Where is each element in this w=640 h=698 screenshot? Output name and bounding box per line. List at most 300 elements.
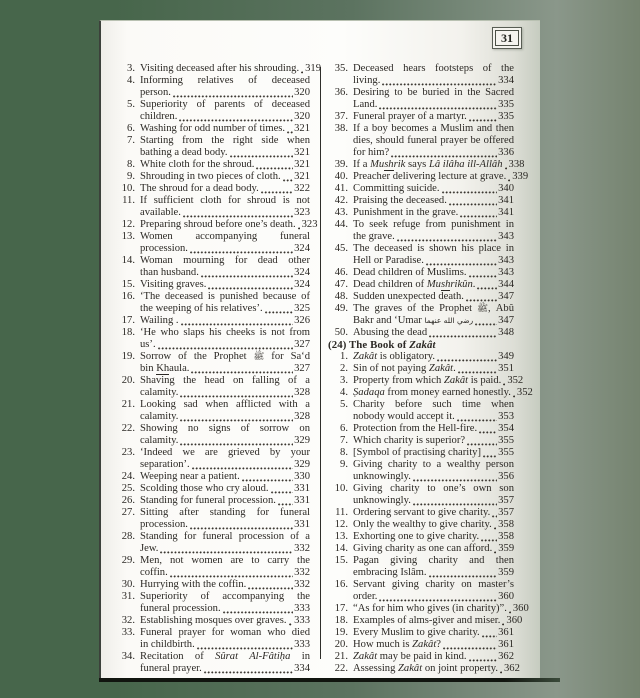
toc-entry xyxy=(328,651,514,663)
toc-entry xyxy=(115,483,310,495)
entry-text: Deceased hears footsteps of the xyxy=(353,63,514,74)
entry-text: Praising the deceased. xyxy=(353,195,447,206)
entry-page-number: 323 xyxy=(301,219,318,230)
dot-leader xyxy=(278,503,293,506)
dot-leader xyxy=(467,443,497,446)
dot-leader xyxy=(426,263,497,266)
entry-text: ‘The deceased is punished because of xyxy=(140,291,310,302)
entry-text: Hurrying with the coffin. xyxy=(140,579,247,590)
entry-page-number: 358 xyxy=(498,519,514,530)
entry-page-number: 321 xyxy=(294,171,310,182)
entry-text: Zakât may be paid in kind. xyxy=(353,651,467,662)
entry-text: White cloth for the shroud. xyxy=(140,159,255,170)
entry-page-number: 332 xyxy=(294,543,310,554)
entry-number: 23. xyxy=(121,447,135,458)
entry-text: “As for him who gives (in charity)”. xyxy=(353,603,507,614)
toc-entry xyxy=(115,471,310,483)
toc-entry xyxy=(115,423,310,447)
entry-text: Standing for funeral procession of a xyxy=(140,531,310,542)
entry-text: Sudden unexpected death. xyxy=(353,291,464,302)
toc-entry xyxy=(328,603,529,615)
entry-number: 34. xyxy=(121,651,135,662)
entry-page-number: 324 xyxy=(294,267,310,278)
toc-entry xyxy=(115,591,310,615)
entry-text: Informing relatives of deceased xyxy=(140,75,310,86)
entry-number: 48. xyxy=(334,291,348,302)
entry-number: 21. xyxy=(121,399,135,410)
toc-entry xyxy=(328,279,514,291)
entry-page-number: 322 xyxy=(294,183,310,194)
entry-number: 6. xyxy=(340,423,348,434)
entry-number: 49. xyxy=(334,303,348,314)
entry-text: Hell or Paradise. xyxy=(353,255,424,266)
dot-leader xyxy=(230,155,294,158)
dot-leader xyxy=(301,71,304,74)
entry-page-number: 341 xyxy=(498,207,514,218)
dot-leader xyxy=(508,179,511,182)
entry-text: Weeping near a patient. xyxy=(140,471,240,482)
toc-entry xyxy=(328,219,514,243)
dot-leader xyxy=(458,371,497,374)
entry-page-number: 335 xyxy=(498,99,514,110)
toc-entry xyxy=(328,615,523,627)
toc-entry xyxy=(115,231,310,255)
entry-page-number: 332 xyxy=(294,567,310,578)
dot-leader xyxy=(509,611,512,614)
entry-number: 47. xyxy=(334,279,348,290)
entry-number: 46. xyxy=(334,267,348,278)
toc-entry xyxy=(328,531,514,543)
toc-entry xyxy=(115,327,310,351)
entry-text: Servant giving charity on master’s xyxy=(353,579,514,590)
toc-entry xyxy=(115,195,310,219)
toc-entry xyxy=(115,123,310,135)
dot-leader xyxy=(289,623,294,626)
dot-leader xyxy=(181,323,294,326)
dot-leader xyxy=(469,119,497,122)
entry-page-number: 334 xyxy=(498,75,514,86)
entry-text: Scolding those who cry aloud. xyxy=(140,483,269,494)
entry-number: 38. xyxy=(334,123,348,134)
entry-text: Abusing the dead xyxy=(353,327,428,338)
entry-text: Superiority of accompanying the xyxy=(140,591,310,602)
toc-entry xyxy=(328,351,514,363)
dot-leader xyxy=(170,575,293,578)
entry-text: Pagan giving charity and then xyxy=(353,555,514,566)
entry-page-number: 336 xyxy=(498,147,514,158)
entry-text: If a Mushrik says Lâ ilâha ill-Allâh xyxy=(353,159,503,170)
entry-number: 17. xyxy=(334,603,348,614)
toc-entry xyxy=(115,555,310,579)
dot-leader xyxy=(223,611,294,614)
toc-entry xyxy=(328,87,514,111)
entry-number: 21. xyxy=(334,651,348,662)
entry-text: for him? xyxy=(353,147,390,158)
entry-page-number: 361 xyxy=(498,639,514,650)
toc-entry xyxy=(328,399,514,423)
entry-page-number: 360 xyxy=(498,591,514,602)
entry-page-number: 321 xyxy=(294,159,310,170)
toc-entry xyxy=(328,459,514,483)
entry-text: order. xyxy=(353,591,378,602)
entry-number: 15. xyxy=(121,279,135,290)
entry-page-number: 330 xyxy=(294,471,310,482)
toc-entry xyxy=(328,159,525,171)
entry-text: Zakât is obligatory. xyxy=(353,351,436,362)
entry-page-number: 339 xyxy=(512,171,529,182)
dot-leader xyxy=(183,215,293,218)
dot-leader xyxy=(483,455,497,458)
entry-text: Superiority of parents of deceased xyxy=(140,99,310,110)
entry-text: the grave. xyxy=(353,231,395,242)
dot-leader xyxy=(382,83,497,86)
entry-text: Sitting after standing for funeral xyxy=(140,507,310,518)
toc-entry xyxy=(115,507,310,531)
entry-text: in childbirth. xyxy=(140,639,195,650)
toc-entry xyxy=(328,327,514,339)
toc-entry xyxy=(328,171,529,183)
dot-leader xyxy=(442,191,498,194)
prophet-salutation-symbol: ﷺ xyxy=(477,304,489,314)
entry-text: dies, should funeral prayer be offered xyxy=(353,135,514,146)
toc-entry xyxy=(115,375,310,399)
entry-number: 18. xyxy=(334,615,348,626)
toc-entry xyxy=(328,363,514,375)
toc-entry xyxy=(328,555,514,579)
entry-page-number: 328 xyxy=(294,411,310,422)
entry-page-number: 356 xyxy=(498,471,514,482)
dot-leader xyxy=(248,587,293,590)
dot-leader xyxy=(379,107,497,110)
toc-entry xyxy=(328,207,514,219)
entry-text: Giving charity to one’s own son xyxy=(353,483,514,494)
toc-columns xyxy=(115,63,533,675)
entry-number: 11. xyxy=(122,195,135,206)
entry-text: Punishment in the grave. xyxy=(353,207,459,218)
toc-entry xyxy=(115,291,310,315)
entry-text: coffin. xyxy=(140,567,168,578)
toc-entry xyxy=(115,615,310,627)
entry-text: Charity before such time when xyxy=(353,399,514,410)
entry-page-number: 351 xyxy=(498,363,514,374)
toc-entry xyxy=(115,159,310,171)
entry-number: 40. xyxy=(334,171,348,182)
entry-number: 22. xyxy=(334,663,348,674)
entry-text: procession. xyxy=(140,519,188,530)
entry-text: calamity. xyxy=(140,387,179,398)
dot-leader xyxy=(197,647,293,650)
entry-text: Jew. xyxy=(140,543,159,554)
entry-number: 18. xyxy=(121,327,135,338)
entry-text: Establishing mosques over graves. xyxy=(140,615,287,626)
dot-leader xyxy=(256,167,293,170)
entry-number: 19. xyxy=(121,351,135,362)
toc-entry xyxy=(328,195,514,207)
toc-entry xyxy=(328,303,514,327)
entry-page-number: 354 xyxy=(498,423,514,434)
dot-leader xyxy=(173,95,293,98)
entry-page-number: 324 xyxy=(294,279,310,290)
toc-entry xyxy=(115,399,310,423)
toc-entry xyxy=(328,387,533,399)
toc-entry xyxy=(328,423,514,435)
toc-entry xyxy=(328,579,514,603)
toc-entry xyxy=(115,219,318,231)
dot-leader xyxy=(391,155,497,158)
entry-text: nobody would accept it. xyxy=(353,411,455,422)
dot-leader xyxy=(429,575,498,578)
dot-leader xyxy=(443,647,497,650)
entry-page-number: 359 xyxy=(498,543,515,554)
toc-entry xyxy=(328,267,514,279)
entry-page-number: 352 xyxy=(516,387,533,398)
entry-text: Protection from the Hell-fire. xyxy=(353,423,478,434)
page-number: 31 xyxy=(495,30,519,46)
dot-leader xyxy=(413,479,497,482)
dot-leader xyxy=(492,515,497,518)
page-number-box xyxy=(492,27,522,49)
entry-text: Shaving the head on falling of a xyxy=(140,375,310,386)
entry-text: [Symbol of practising charity] xyxy=(353,447,481,458)
entry-page-number: 325 xyxy=(294,303,310,314)
entry-page-number: 360 xyxy=(512,603,529,614)
entry-text: If sufficient cloth for shroud is not xyxy=(140,195,310,206)
entry-number: 35. xyxy=(334,63,348,74)
dot-leader xyxy=(477,287,497,290)
entry-text: Visiting graves. xyxy=(140,279,207,290)
entry-number: 9. xyxy=(340,459,348,470)
entry-page-number: 320 xyxy=(294,87,310,98)
entry-number: 7. xyxy=(127,135,135,146)
entry-text: Only the wealthy to give charity. xyxy=(353,519,492,530)
entry-number: 31. xyxy=(121,591,135,602)
entry-page-number: 355 xyxy=(498,435,514,446)
entry-page-number: 332 xyxy=(294,579,310,590)
dot-leader xyxy=(180,419,293,422)
entry-text: The graves of the Prophet ﷺ, Abû xyxy=(353,303,514,314)
dot-leader xyxy=(469,275,498,278)
entry-text: Desiring to be buried in the Sacred xyxy=(353,87,514,98)
entry-text: bin Khaula. xyxy=(140,363,190,374)
entry-number: 36. xyxy=(334,87,348,98)
entry-page-number: 341 xyxy=(498,195,514,206)
dot-leader xyxy=(513,395,516,398)
dot-leader xyxy=(191,371,293,374)
entry-number: 27. xyxy=(121,507,135,518)
dot-leader xyxy=(208,287,293,290)
entry-number: 5. xyxy=(127,99,135,110)
dot-leader xyxy=(265,311,293,314)
entry-number: 37. xyxy=(334,111,348,122)
entry-number: 2. xyxy=(340,363,348,374)
entry-page-number: 347 xyxy=(498,315,514,326)
entry-text: ‘Indeed we are grieved by your xyxy=(140,447,310,458)
entry-number: 16. xyxy=(121,291,135,302)
entry-number: 42. xyxy=(334,195,348,206)
entry-number: 24. xyxy=(121,471,135,482)
entry-text: The shroud for a dead body. xyxy=(140,183,259,194)
entry-text: The deceased is shown his place in xyxy=(353,243,514,254)
entry-text: Property from which Zakât is paid. xyxy=(353,375,502,386)
entry-page-number: 331 xyxy=(294,495,310,506)
entry-text: Washing for odd number of times. xyxy=(140,123,286,134)
toc-entry xyxy=(328,519,514,531)
entry-page-number: 338 xyxy=(508,159,525,170)
entry-text: Women accompanying funeral xyxy=(140,231,310,242)
entry-number: 29. xyxy=(121,555,135,566)
entry-page-number: 359 xyxy=(498,567,514,578)
entry-number: 25. xyxy=(121,483,135,494)
toc-entry xyxy=(115,255,310,279)
entry-text: To seek refuge from punishment in xyxy=(353,219,514,230)
entry-text: unknowingly. xyxy=(353,495,411,506)
entry-text: calamity. xyxy=(140,435,179,446)
entry-text: Land. xyxy=(353,99,378,110)
entry-page-number: 324 xyxy=(294,243,310,254)
entry-text: person. xyxy=(140,87,171,98)
entry-number: 32. xyxy=(121,615,135,626)
dot-leader xyxy=(298,227,301,230)
section-heading-text: (24) The Book of Zakât xyxy=(328,339,436,351)
entry-page-number: 323 xyxy=(294,207,310,218)
entry-page-number: 333 xyxy=(294,615,310,626)
toc-entry xyxy=(115,651,310,675)
entry-text: unknowingly. xyxy=(353,471,411,482)
entry-number: 8. xyxy=(127,159,135,170)
dot-leader xyxy=(503,383,506,386)
entry-page-number: 343 xyxy=(498,255,514,266)
entry-number: 43. xyxy=(334,207,348,218)
toc-entry xyxy=(328,483,514,507)
dot-leader xyxy=(482,635,497,638)
entry-page-number: 321 xyxy=(294,123,310,134)
toc-entry xyxy=(328,111,514,123)
entry-text: Woman mourning for dead other xyxy=(140,255,310,266)
toc-entry xyxy=(328,375,524,387)
toc-entry xyxy=(115,279,310,291)
entry-page-number: 343 xyxy=(498,267,514,278)
entry-number: 5. xyxy=(340,399,348,410)
entry-number: 4. xyxy=(127,75,135,86)
toc-entry xyxy=(115,579,310,591)
dot-leader xyxy=(494,527,497,530)
dot-leader xyxy=(505,167,508,170)
entry-text: Preacher delivering lecture at grave. xyxy=(353,171,507,182)
dot-leader xyxy=(190,527,293,530)
entry-text: Sin of not paying Zakât. xyxy=(353,363,456,374)
entry-text: Ṣadaqa from money earned honestly. xyxy=(353,387,511,398)
dot-leader xyxy=(180,395,293,398)
entry-number: 20. xyxy=(334,639,348,650)
dot-leader xyxy=(481,539,497,542)
entry-text: children. xyxy=(140,111,178,122)
entry-text: Men, not women are to carry the xyxy=(140,555,310,566)
toc-column-left xyxy=(115,63,322,675)
entry-page-number: 357 xyxy=(498,507,514,518)
entry-text: procession. xyxy=(140,243,188,254)
entry-text: Recitation of Sûrat Al-Fâtiḥa in xyxy=(140,651,310,662)
toc-entry xyxy=(115,447,310,471)
entry-text: Ordering servant to give charity. xyxy=(353,507,491,518)
dot-leader xyxy=(466,299,497,302)
entry-number: 13. xyxy=(334,531,348,542)
entry-text: Dead children of Muslims. xyxy=(353,267,467,278)
toc-entry xyxy=(328,663,520,675)
entry-page-number: 329 xyxy=(294,435,310,446)
entry-number: 19. xyxy=(334,627,348,638)
entry-page-number: 331 xyxy=(294,519,310,530)
entry-text: Which charity is superior? xyxy=(353,435,466,446)
dot-leader xyxy=(475,323,497,326)
toc-entry xyxy=(115,315,310,327)
arabic-phrase: رضي الله عنهما xyxy=(424,316,474,325)
dot-leader xyxy=(179,119,293,122)
entry-page-number: 358 xyxy=(498,531,514,542)
dot-leader xyxy=(271,491,294,494)
entry-page-number: 326 xyxy=(294,315,310,326)
entry-text: Assessing Zakât on joint property. xyxy=(353,663,498,674)
entry-page-number: 335 xyxy=(498,111,514,122)
entry-text: Giving charity as one can afford. xyxy=(353,543,493,554)
entry-page-number: 319 xyxy=(305,63,322,74)
entry-number: 14. xyxy=(121,255,135,266)
entry-number: 50. xyxy=(334,327,348,338)
entry-number: 10. xyxy=(334,483,348,494)
entry-number: 28. xyxy=(121,531,135,542)
entry-page-number: 327 xyxy=(294,363,310,374)
toc-section-heading xyxy=(328,339,514,351)
entry-number: 33. xyxy=(121,627,135,638)
entry-text: Committing suicide. xyxy=(353,183,440,194)
entry-text: calamity. xyxy=(140,411,179,422)
entry-page-number: 343 xyxy=(498,231,514,242)
dot-leader xyxy=(437,359,497,362)
dot-leader xyxy=(204,671,293,674)
entry-page-number: 361 xyxy=(498,627,514,638)
entry-number: 3. xyxy=(127,63,135,74)
toc-entry xyxy=(328,63,514,87)
entry-page-number: 327 xyxy=(294,339,310,350)
entry-number: 9. xyxy=(127,171,135,182)
toc-entry xyxy=(328,627,514,639)
toc-entry xyxy=(328,183,514,195)
toc-entry xyxy=(115,99,310,123)
entry-text: living. xyxy=(353,75,381,86)
entry-text: funeral procession. xyxy=(140,603,221,614)
entry-text: Giving charity to a wealthy person xyxy=(353,459,514,470)
dot-leader xyxy=(449,203,497,206)
dot-leader xyxy=(192,467,293,470)
toc-entry xyxy=(328,123,514,159)
dot-leader xyxy=(287,131,293,134)
entry-page-number: 321 xyxy=(294,147,310,158)
entry-text: Bakr and ‘Umar رضي الله عنهما xyxy=(353,315,474,326)
entry-page-number: 360 xyxy=(506,615,523,626)
entry-text: Funeral prayer of a martyr. xyxy=(353,111,467,122)
entry-text: How much is Zakât? xyxy=(353,639,441,650)
book-page xyxy=(99,20,540,678)
toc-entry xyxy=(328,507,514,519)
entry-page-number: 344 xyxy=(498,279,514,290)
entry-number: 13. xyxy=(121,231,135,242)
entry-number: 14. xyxy=(334,543,348,554)
prophet-salutation-symbol: ﷺ xyxy=(253,352,265,362)
toc-entry xyxy=(328,243,514,267)
dot-leader xyxy=(494,551,497,554)
entry-number: 4. xyxy=(340,387,348,398)
dot-leader xyxy=(158,347,294,350)
entry-number: 7. xyxy=(340,435,348,446)
